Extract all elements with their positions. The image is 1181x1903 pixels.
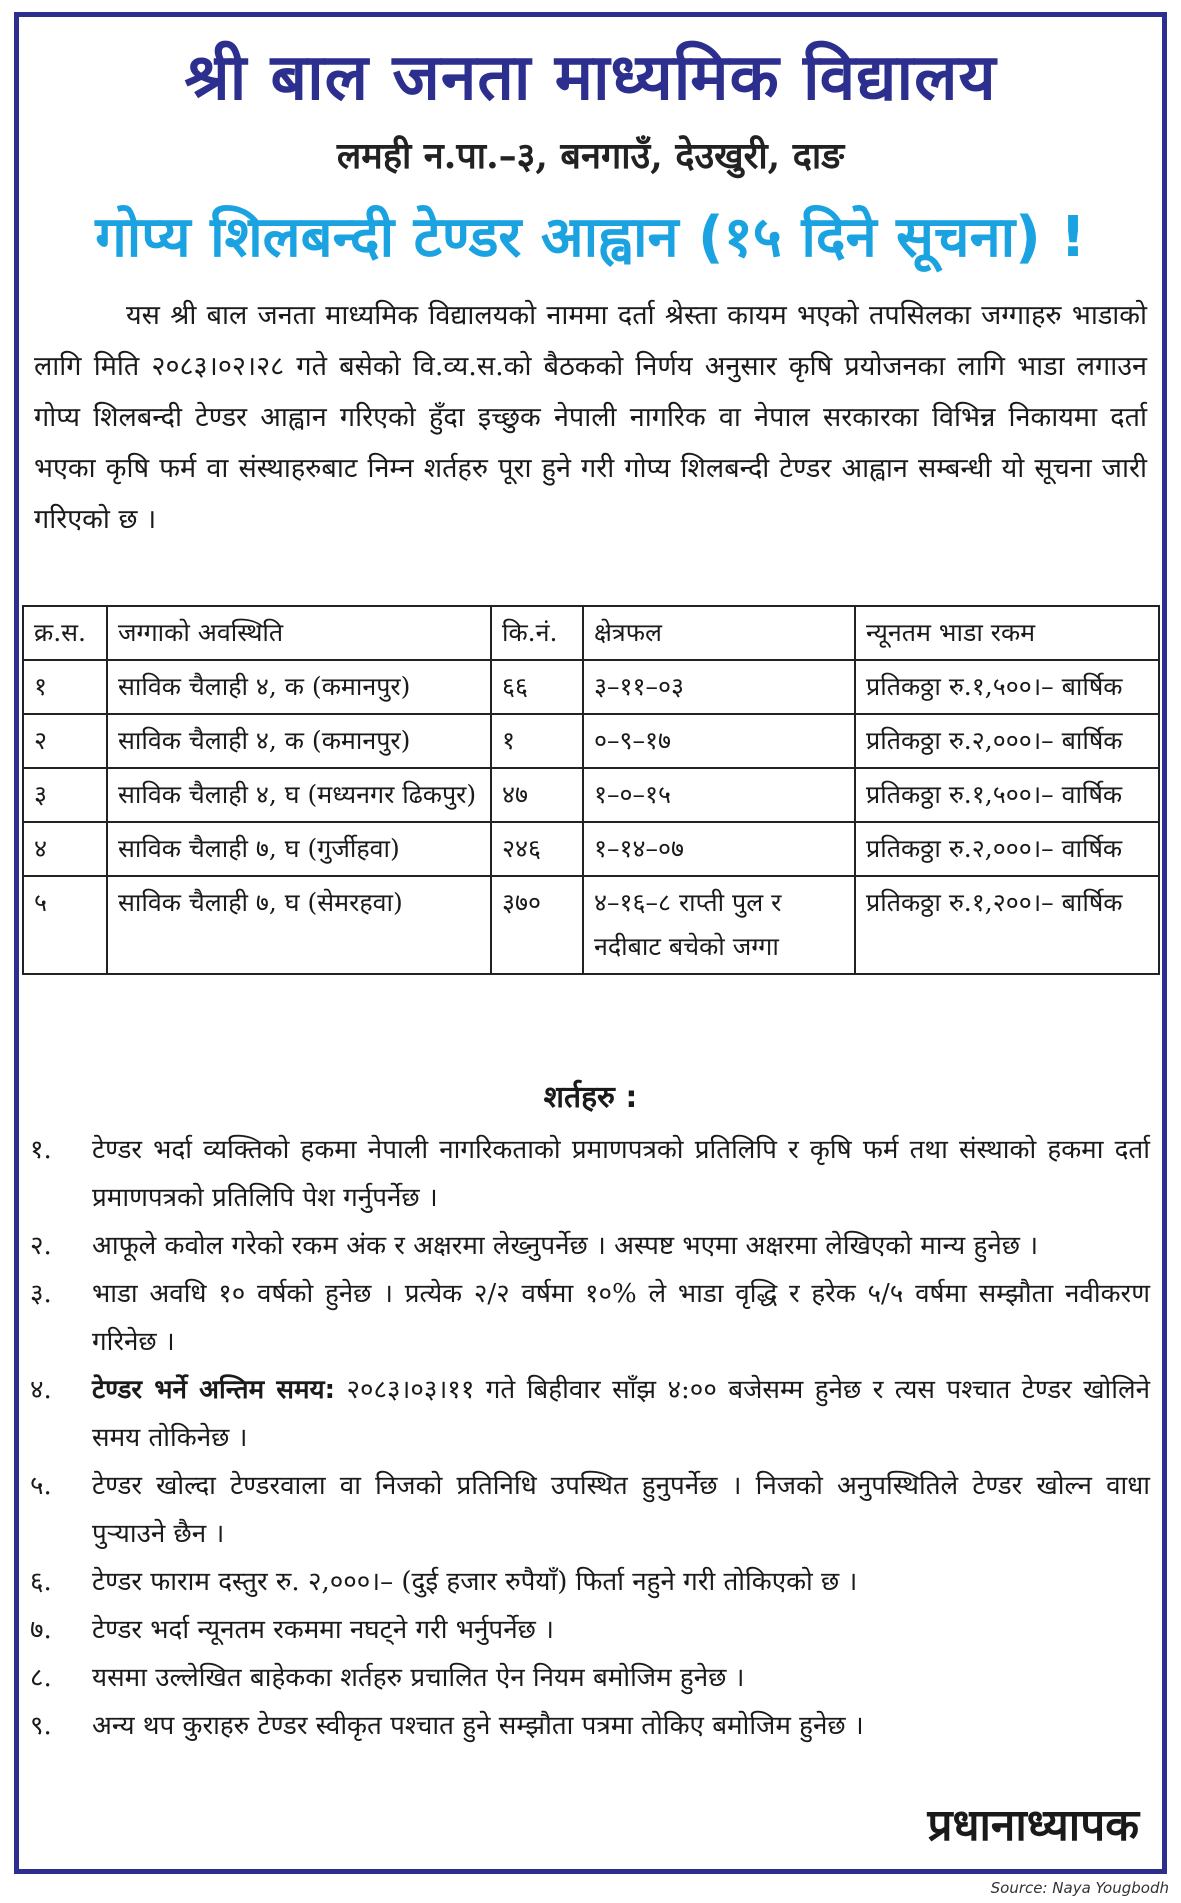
intro-paragraph: यस श्री बाल जनता माध्यमिक विद्यालयको नाममा दर्ता श्रेस्ता कायम भएको तपसिलका जग्गाहरु भाडाको लागि मिति २०८३।०२।२८ गते बसेको वि.व्य.स.को बैठकको निर्णय अनुसार कृषि प्रयोजनका लागि भाडा लगाउन गोप्य शिलबन्दी टेण्डर आह्वान गरिएको हुँदा इच्छुक नेपाली नागरिक वा नेपाल सरकारका विभिन्न निकायमा दर्ता भएका कृषि फर्म वा संस्थाहरुबाट निम्न शर्तहरु पूरा हुने गरी गोप्य शिलबन्दी टेण्डर आह्वान सम्बन्धी यो सूचना जारी गरिएको छ । [34,300,1147,535]
table-row [23,876,1159,974]
table-row [23,822,1159,876]
list-item [30,1702,1150,1750]
term-text: टेण्डर फाराम दस्तुर रु. २,०००।– (दुई हजार रुपैयाँ) फिर्ता नहुने गरी तोकिएको छ । [92,1567,858,1597]
term-number: ६. [30,1567,52,1597]
term-text: टेण्डर भर्दा व्यक्तिको हकमा नेपाली नागरिकताको प्रमाणपत्रको प्रतिलिपि र कृषि फर्म तथा संस्थाको हकमा दर्ता प्रमाणपत्रको प्रतिलिपि पेश गर्नुपर्नेछ । [92,1135,1150,1213]
cell-area: १–०–१५ [583,768,855,822]
header-serial: क्र.स. [23,606,107,660]
tender-title: गोप्य शिलबन्दी टेण्डर आह्वान (१५ दिने सूचना) ! [95,205,1086,270]
land-table [22,605,1160,975]
cell-serial: २ [23,714,107,768]
cell-minimum-rent: प्रतिकठ्ठा रु.१,२००।– बार्षिक [855,876,1159,974]
term-number: ७. [30,1615,52,1645]
term-text: यसमा उल्लेखित बाहेकका शर्तहरु प्रचालित ऐन नियम बमोजिम हुनेछ । [92,1663,745,1693]
cell-location: साविक चैलाही ७, घ (सेमरहवा) [107,876,491,974]
list-item [30,1558,1150,1606]
cell-plot-number: ६६ [491,660,583,714]
term-number: ९. [30,1711,52,1741]
terms-heading: शर्तहरु : [543,1080,638,1115]
cell-serial: ३ [23,768,107,822]
cell-plot-number: ४७ [491,768,583,822]
source-credit: Source: Naya Yougbodh [990,1879,1169,1897]
list-item [30,1270,1150,1366]
term-text: टेण्डर भर्दा न्यूनतम रकममा नघट्ने गरी भर्नुपर्नेछ । [92,1615,554,1645]
table-header-row [23,606,1159,660]
cell-location: साविक चैलाही ४, क (कमानपुर) [107,714,491,768]
cell-area: ०–९–१७ [583,714,855,768]
list-item [30,1462,1150,1558]
list-item [30,1366,1150,1462]
cell-plot-number: २४६ [491,822,583,876]
table-row [23,768,1159,822]
cell-location: साविक चैलाही ७, घ (गुर्जीहवा) [107,822,491,876]
cell-serial: ५ [23,876,107,974]
term-number: १. [30,1135,52,1165]
table-row [23,714,1159,768]
cell-location: साविक चैलाही ४, घ (मध्यनगर ढिकपुर) [107,768,491,822]
term-number: ५. [30,1471,52,1501]
school-address: लमही न.पा.–३, बनगाउँ, देउखुरी, दाङ [336,135,845,177]
list-item [30,1126,1150,1222]
term-text: २०८३।०३।११ गते बिहीवार साँझ ४:०० बजेसम्म हुनेछ र त्यस पश्चात टेण्डर खोलिने समय तोकिनेछ । [92,1375,1151,1453]
terms-list [30,1126,1150,1750]
header-area: क्षेत्रफल [583,606,855,660]
cell-serial: १ [23,660,107,714]
cell-minimum-rent: प्रतिकठ्ठा रु.१,५००।– वार्षिक [855,768,1159,822]
cell-plot-number: १ [491,714,583,768]
term-number: ४. [30,1375,52,1405]
term-text: अन्य थप कुराहरु टेण्डर स्वीकृत पश्चात हुने सम्झौता पत्रमा तोकिए बमोजिम हुनेछ । [92,1711,864,1741]
term-number: २. [30,1231,52,1261]
term-bold-label: टेण्डर भर्ने अन्तिम समय: [92,1375,336,1405]
term-text: टेण्डर खोल्दा टेण्डरवाला वा निजको प्रतिनिधि उपस्थित हुनुपर्नेछ । निजको अनुपस्थितिले टेण्डर खोल्न वाधा पुऱ्याउने छैन । [92,1471,1150,1549]
term-text: भाडा अवधि १० वर्षको हुनेछ । प्रत्येक २/२ वर्षमा १०% ले भाडा वृद्धि र हरेक ५/५ वर्षमा सम्झौता नवीकरण गरिनेछ । [92,1279,1150,1357]
header-minimum-rent: न्यूनतम भाडा रकम [855,606,1159,660]
term-number: ८. [30,1663,52,1693]
cell-area: ४–१६–८ राप्ती पुल र नदीबाट बचेको जग्गा [583,876,855,974]
list-item [30,1606,1150,1654]
cell-area: ३–११–०३ [583,660,855,714]
signature-headmaster: प्रधानाध्यापक [927,1800,1139,1851]
list-item [30,1654,1150,1702]
term-number: ३. [30,1279,52,1309]
cell-minimum-rent: प्रतिकठ्ठा रु.१,५००।– बार्षिक [855,660,1159,714]
header-plot-number: कि.नं. [491,606,583,660]
cell-location: साविक चैलाही ४, क (कमानपुर) [107,660,491,714]
cell-serial: ४ [23,822,107,876]
cell-minimum-rent: प्रतिकठ्ठा रु.२,०००।– बार्षिक [855,714,1159,768]
cell-plot-number: ३७० [491,876,583,974]
cell-area: १–१४–०७ [583,822,855,876]
term-text: आफूले कवोल गरेको रकम अंक र अक्षरमा लेख्नुपर्नेछ । अस्पष्ट भएमा अक्षरमा लेखिएको मान्य हुनेछ । [92,1231,1039,1261]
school-name-heading: श्री बाल जनता माध्यमिक विद्यालय [184,41,997,115]
table-row [23,660,1159,714]
list-item [30,1222,1150,1270]
cell-minimum-rent: प्रतिकठ्ठा रु.२,०००।– वार्षिक [855,822,1159,876]
header-location: जग्गाको अवस्थिति [107,606,491,660]
